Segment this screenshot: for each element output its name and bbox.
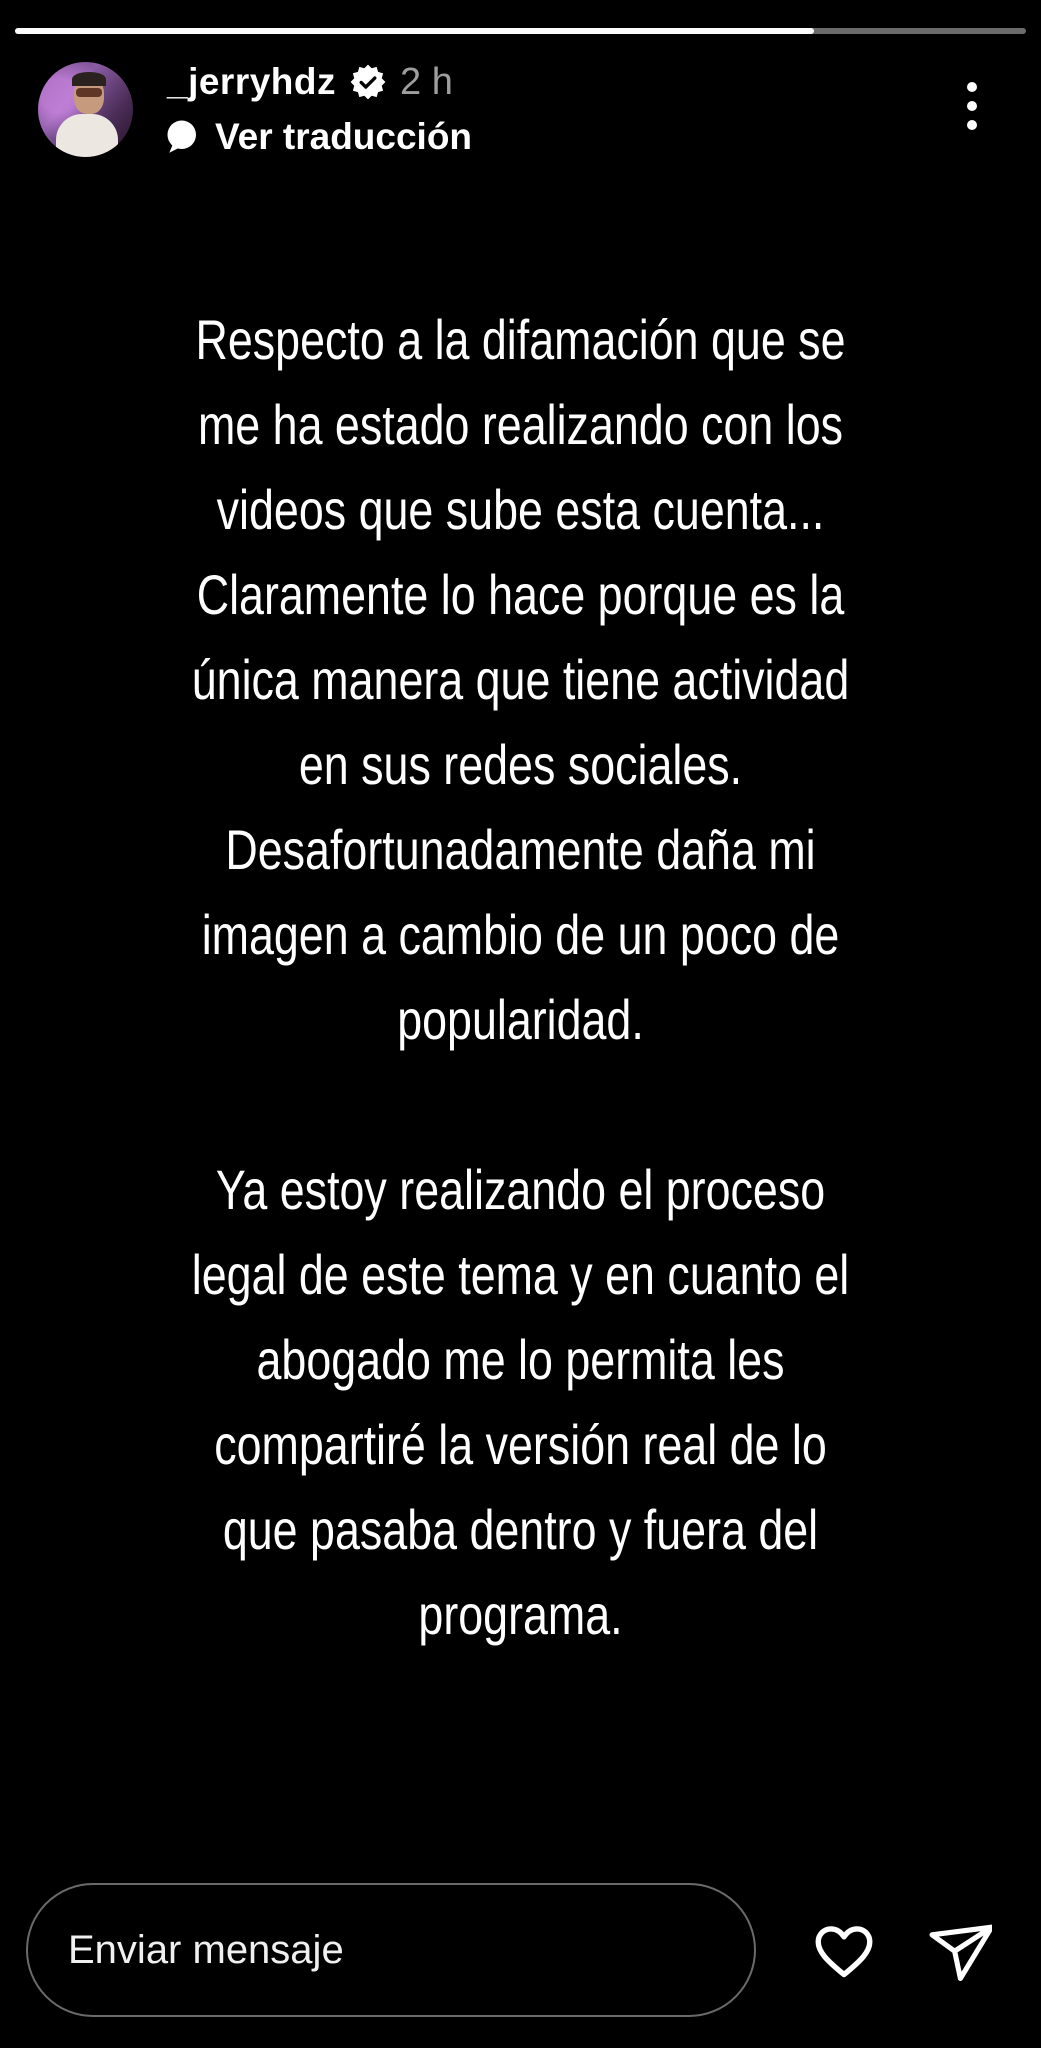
timestamp: 2 h — [400, 60, 453, 103]
avatar[interactable] — [38, 62, 133, 157]
avatar-hair — [72, 72, 106, 86]
story-line: videos que sube esta cuenta... — [216, 478, 825, 541]
story-line: en sus redes sociales. — [298, 733, 743, 796]
story-line: Respecto a la difamación que se — [195, 308, 846, 371]
more-options-dot — [967, 82, 977, 92]
story-text — [104, 297, 937, 1657]
avatar-jacket — [56, 114, 118, 157]
more-options-dot — [967, 101, 977, 111]
story-line: abogado me lo permita les — [256, 1328, 785, 1391]
story-line: programa. — [418, 1583, 623, 1646]
verified-badge-icon — [349, 63, 387, 101]
story-line: única manera que tiene actividad — [191, 648, 850, 711]
story-line: me ha estado realizando con los — [197, 393, 844, 456]
translation-button[interactable] — [163, 116, 472, 158]
story-paragraph — [104, 1147, 937, 1657]
translation-label: Ver traducción — [215, 116, 473, 157]
like-button[interactable] — [810, 1917, 878, 1985]
story-line: Claramente lo hace porque es la — [196, 563, 845, 626]
story-line: Ya estoy realizando el proceso — [215, 1158, 826, 1221]
username[interactable]: _jerryhdz — [167, 61, 337, 102]
share-icon — [924, 1915, 992, 1983]
share-button[interactable] — [924, 1915, 992, 1983]
story-line: popularidad. — [397, 988, 644, 1051]
story-progress-bar[interactable] — [15, 28, 1026, 34]
header-row — [167, 60, 453, 104]
story-paragraph — [104, 297, 937, 1062]
chat-bubble-icon — [163, 118, 199, 156]
more-options-button[interactable] — [958, 76, 986, 136]
more-options-dot — [967, 120, 977, 130]
story-line: Desafortunadamente daña mi — [225, 818, 816, 881]
story-line: legal de este tema y en cuanto el — [191, 1243, 850, 1306]
story-line: compartiré la versión real de lo — [214, 1413, 827, 1476]
message-input[interactable] — [26, 1883, 756, 2017]
avatar-sunglasses — [76, 88, 102, 97]
heart-icon — [810, 1917, 878, 1985]
story-progress-fill — [15, 28, 814, 34]
story-line: imagen a cambio de un poco de — [201, 903, 840, 966]
story-line: que pasaba dentro y fuera del — [222, 1498, 819, 1561]
